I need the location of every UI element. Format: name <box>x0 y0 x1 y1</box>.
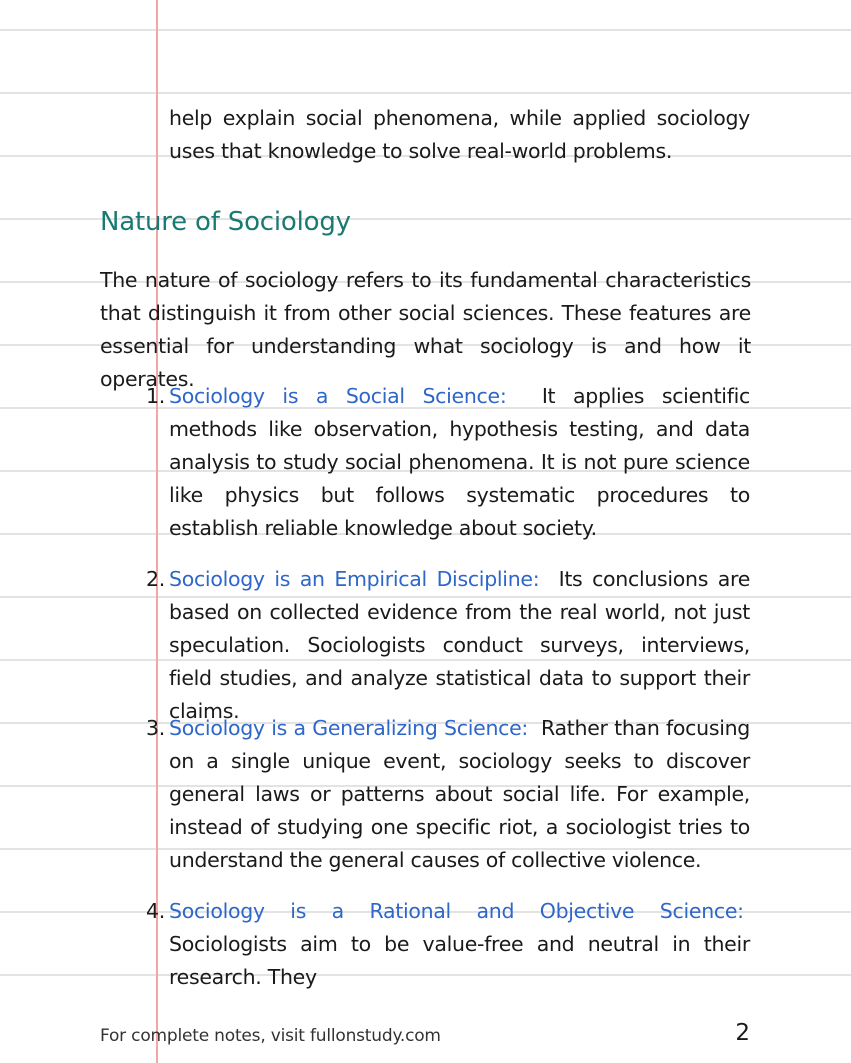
list-text: Rather than focusing on a single unique event, sociology seeks to discover general laws or patterns about social life. For example, instead of studying one specific riot, a sociologist tries to understand the general causes of collective violence. <box>169 716 750 872</box>
list-item <box>146 712 750 877</box>
list-term: Sociology is a Generalizing Science: <box>169 716 529 740</box>
ruled-line <box>0 29 851 31</box>
page-number: 2 <box>735 1020 750 1046</box>
continuation-paragraph: help explain social phenomena, while applied sociology uses that knowledge to solve real-world problems. <box>169 106 750 163</box>
list-text: It applies scientific methods like observation, hypothesis testing, and data analysis to study social phenomena. It is not pure science like physics but follows systematic procedures to establish reliable knowledge about society. <box>169 384 750 540</box>
list-term: Sociology is a Social Science: <box>169 384 507 408</box>
list-number: 4. <box>146 899 165 923</box>
list-text: Sociologists aim to be value-free and neutral in their research. They <box>169 932 750 989</box>
list-text: Its conclusions are based on collected evidence from the real world, not just speculation. Sociologists conduct surveys, interviews, field studies, and analyze statistical data to support their claims. <box>169 567 751 723</box>
list-term: Sociology is a Rational and Objective Science: <box>169 899 744 923</box>
intro-paragraph: The nature of sociology refers to its fundamental characteristics that distinguish it from other social sciences. These features are essential for understanding what sociology is and how it operates. <box>100 268 751 391</box>
list-number: 3. <box>146 716 165 740</box>
ruled-line <box>0 92 851 94</box>
list-item <box>146 563 751 728</box>
list-number: 2. <box>146 567 165 591</box>
list-item <box>146 895 750 994</box>
list-number: 1. <box>146 384 165 408</box>
section-heading: Nature of Sociology <box>100 207 351 237</box>
list-item <box>146 380 750 545</box>
footer-note: For complete notes, visit fullonstudy.com <box>100 1026 441 1046</box>
list-term: Sociology is an Empirical Discipline: <box>169 567 540 591</box>
